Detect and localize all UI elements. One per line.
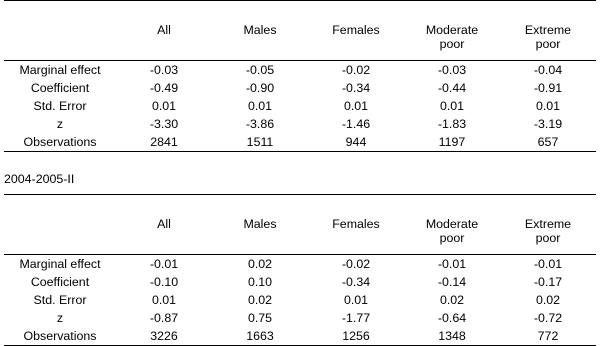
cell: 1663 [212, 327, 308, 346]
cell: -0.44 [437, 81, 467, 95]
cell: 772 [500, 327, 596, 346]
table-2 [4, 194, 596, 346]
table-2-header-males: Males [212, 217, 308, 255]
cell: -0.49 [149, 81, 179, 95]
results-table-1 [4, 0, 596, 152]
table-1-row-marginal-effect [4, 61, 596, 80]
table-2-header-females: Females [308, 217, 404, 255]
cell: 0.01 [151, 293, 177, 307]
cell: 1256 [308, 327, 404, 346]
cell: -0.01 [533, 257, 563, 271]
table-1-row-coefficient [4, 79, 596, 97]
cell: 1511 [212, 133, 308, 152]
cell: -1.83 [437, 117, 467, 131]
cell: 0.01 [535, 99, 561, 113]
table-2-row-marginal-effect [4, 255, 596, 274]
cell: -3.86 [245, 117, 275, 131]
row-label: Std. Error [33, 99, 87, 113]
cell: 0.01 [439, 99, 465, 113]
cell: -0.05 [245, 63, 275, 77]
cell: 944 [308, 133, 404, 152]
row-label: Std. Error [33, 293, 87, 307]
table-1-row-std-error [4, 97, 596, 115]
cell: 0.01 [343, 99, 369, 113]
table-1-header-extreme-poor: Extreme poor [500, 23, 596, 61]
cell: 0.02 [535, 293, 561, 307]
cell: -0.34 [341, 275, 371, 289]
table-2-row-coefficient [4, 273, 596, 291]
table-1-row-observations [4, 133, 596, 152]
cell: -0.91 [533, 81, 563, 95]
cell: 0.01 [343, 293, 369, 307]
cell: -0.02 [341, 257, 371, 271]
table-1-header-males: Males [212, 23, 308, 61]
cell: -0.64 [437, 311, 467, 325]
table-2-header-moderate-poor: Moderate poor [404, 217, 500, 255]
cell: -0.90 [245, 81, 275, 95]
table-1-header-females: Females [308, 23, 404, 61]
cell: 0.02 [439, 293, 465, 307]
cell: -0.03 [437, 63, 467, 77]
row-label: z [56, 311, 64, 325]
cell: -0.34 [341, 81, 371, 95]
cell: -0.17 [533, 275, 563, 289]
cell: -3.19 [533, 117, 563, 131]
cell: -0.04 [533, 63, 563, 77]
cell: 0.10 [247, 275, 273, 289]
cell: 2841 [116, 133, 212, 152]
table-1-row-z [4, 115, 596, 133]
cell: 0.01 [151, 99, 177, 113]
cell: -3.30 [149, 117, 179, 131]
cell: 0.02 [247, 257, 273, 271]
table-2-top-rule [4, 195, 596, 218]
cell: -0.01 [437, 257, 467, 271]
cell: 3226 [116, 327, 212, 346]
row-label: Observations [4, 133, 116, 152]
cell: -0.03 [149, 63, 179, 77]
table-1-top-rule [4, 1, 596, 24]
table-2-row-std-error [4, 291, 596, 309]
cell: -1.46 [341, 117, 371, 131]
table-2-header-blank [4, 217, 116, 255]
cell: -0.72 [533, 311, 563, 325]
table-2-row-observations [4, 327, 596, 346]
row-label: z [56, 117, 64, 131]
cell: -1.77 [341, 311, 371, 325]
row-label: Marginal effect [19, 63, 101, 77]
section-label: 2004-2005-II [4, 172, 75, 186]
table-1-header-blank [4, 23, 116, 61]
table-2-row-z [4, 309, 596, 327]
table-1 [4, 0, 596, 152]
cell: 1197 [404, 133, 500, 152]
row-label: Coefficient [30, 81, 90, 95]
results-table-2 [4, 194, 596, 346]
cell: 0.02 [247, 293, 273, 307]
row-label: Marginal effect [19, 257, 101, 271]
row-label: Observations [4, 327, 116, 346]
cell: 1348 [404, 327, 500, 346]
table-1-header-moderate-poor: Moderate poor [404, 23, 500, 61]
cell: -0.02 [341, 63, 371, 77]
cell: -0.10 [149, 275, 179, 289]
row-label: Coefficient [30, 275, 90, 289]
table-1-header-all: All [116, 23, 212, 61]
table-2-header-extreme-poor: Extreme poor [500, 217, 596, 255]
cell: -0.01 [149, 257, 179, 271]
cell: 0.01 [247, 99, 273, 113]
cell: 0.75 [247, 311, 273, 325]
cell: -0.87 [149, 311, 179, 325]
cell: 657 [500, 133, 596, 152]
cell: -0.14 [437, 275, 467, 289]
table-2-header-all: All [116, 217, 212, 255]
